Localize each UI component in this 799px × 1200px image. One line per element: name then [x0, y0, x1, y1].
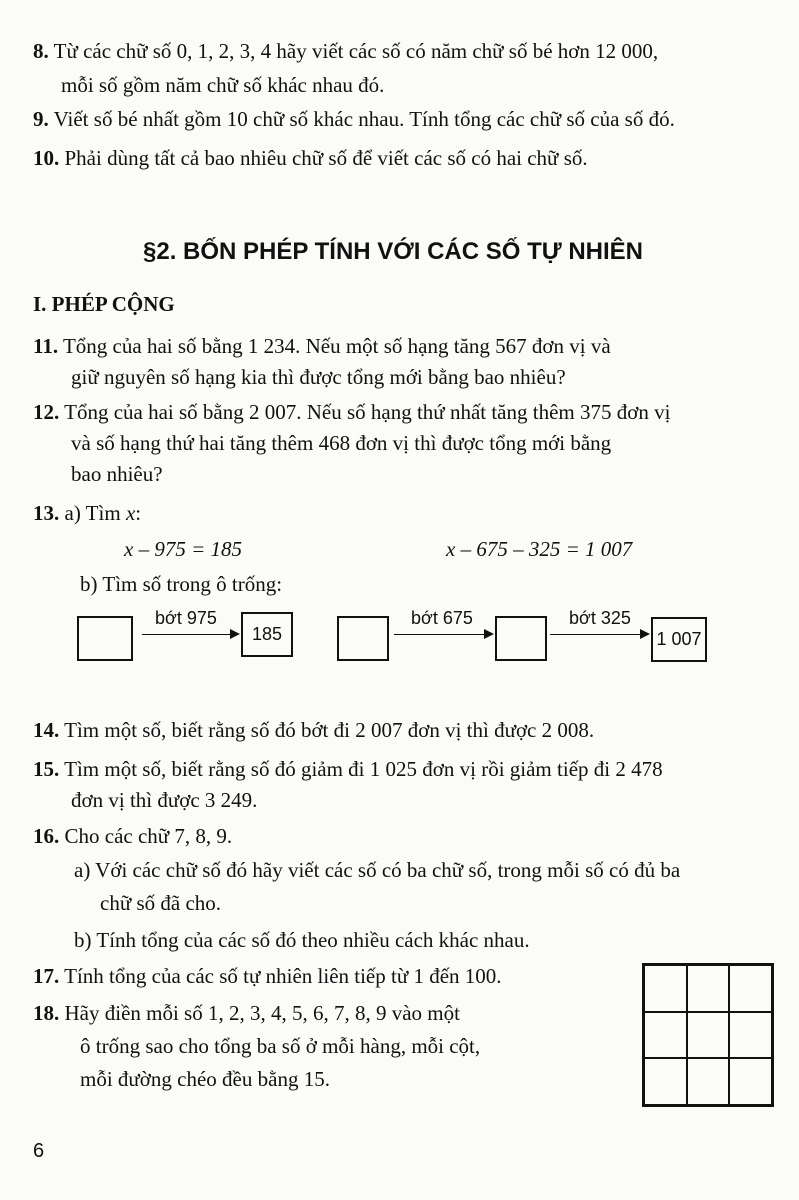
problem-12-line-2: và số hạng thứ hai tăng thêm 468 đơn vị thì được tổng mới bằng — [71, 431, 612, 455]
problem-13 — [33, 500, 141, 526]
problem-12-line-3: bao nhiêu? — [71, 462, 163, 486]
problem-12-line-1: Tổng của hai số bằng 2 007. Nếu số hạng thứ nhất tăng thêm 375 đơn vị — [64, 400, 671, 424]
answer-box-2[interactable] — [337, 616, 389, 661]
problem-16-number: 16. — [33, 824, 60, 848]
problem-13-b-label: b) Tìm số trong ô trống: — [80, 572, 283, 596]
problem-18-line-2: ô trống sao cho tổng ba số ở mỗi hàng, mỗi cột, — [80, 1034, 481, 1058]
problem-8 — [33, 38, 658, 64]
problem-15-line-2: đơn vị thì được 3 249. — [71, 788, 258, 812]
problem-9 — [33, 106, 675, 132]
grid-cell[interactable] — [644, 1058, 687, 1105]
problem-16-a-line-2: chữ số đã cho. — [100, 891, 222, 915]
problem-9-number: 9. — [33, 107, 49, 131]
diagram-2-label-1: bớt 675 — [411, 608, 473, 628]
page-number: 6 — [33, 1140, 45, 1162]
grid-cell[interactable] — [687, 965, 730, 1012]
answer-box-3[interactable] — [495, 616, 547, 661]
problem-11-number: 11. — [33, 334, 59, 358]
problem-17-text: Tính tổng của các số tự nhiên liên tiếp từ 1 đến 100. — [64, 964, 502, 988]
grid-cell[interactable] — [644, 965, 687, 1012]
diagram-2-result: 1 007 — [651, 617, 707, 662]
problem-10-number: 10. — [33, 146, 60, 170]
grid-cell[interactable] — [687, 1012, 730, 1059]
diagram-1-label: bớt 975 — [155, 608, 217, 628]
grid-cell[interactable] — [729, 1058, 772, 1105]
problem-11 — [33, 333, 611, 359]
problem-14-number: 14. — [33, 718, 60, 742]
problem-17-number: 17. — [33, 964, 60, 988]
problem-18 — [33, 1000, 460, 1026]
problem-18-line-3: mỗi đường chéo đều bằng 15. — [80, 1067, 330, 1091]
problem-8-line-2: mỗi số gồm năm chữ số khác nhau đó. — [61, 73, 385, 97]
problem-11-line-2: giữ nguyên số hạng kia thì được tổng mới bằng bao nhiêu? — [71, 365, 566, 389]
answer-box-1[interactable] — [77, 616, 133, 661]
equation-1: x – 975 = 185 — [124, 537, 242, 561]
problem-17 — [33, 963, 502, 989]
problem-12 — [33, 399, 670, 425]
problem-8-number: 8. — [33, 39, 49, 63]
problem-15-number: 15. — [33, 757, 60, 781]
diagram-2-arrow-1 — [394, 634, 492, 635]
problem-14-text: Tìm một số, biết rằng số đó bớt đi 2 007 đơn vị thì được 2 008. — [64, 718, 595, 742]
grid-cell[interactable] — [729, 1012, 772, 1059]
problem-15 — [33, 756, 663, 782]
problem-14 — [33, 717, 594, 743]
problem-10-text: Phải dùng tất cả bao nhiêu chữ số để viết các số có hai chữ số. — [64, 146, 588, 170]
equation-2: x – 675 – 325 = 1 007 — [446, 537, 633, 561]
problem-13-a-colon: : — [135, 501, 142, 525]
magic-square-grid — [642, 963, 774, 1107]
problem-13-a-prefix: a) Tìm — [64, 501, 121, 525]
problem-15-line-1: Tìm một số, biết rằng số đó giảm đi 1 025 đơn vị rồi giảm tiếp đi 2 478 — [64, 757, 663, 781]
section-title: §2. BỐN PHÉP TÍNH VỚI CÁC SỐ TỰ NHIÊN — [143, 238, 644, 265]
problem-18-number: 18. — [33, 1001, 60, 1025]
problem-16-a-line-1: a) Với các chữ số đó hãy viết các số có ba chữ số, trong mỗi số có đủ ba — [74, 858, 681, 882]
problem-16 — [33, 823, 232, 849]
grid-cell[interactable] — [644, 1012, 687, 1059]
diagram-1-result: 185 — [241, 612, 293, 657]
problem-11-line-1: Tổng của hai số bằng 1 234. Nếu một số hạng tăng 567 đơn vị và — [62, 334, 611, 358]
diagram-2-label-2: bớt 325 — [569, 608, 631, 628]
problem-16-text: Cho các chữ 7, 8, 9. — [64, 824, 233, 848]
problem-16-b: b) Tính tổng của các số đó theo nhiều cách khác nhau. — [74, 928, 530, 952]
problem-10 — [33, 145, 588, 171]
diagram-1-arrow — [142, 634, 238, 635]
problem-8-line-1: Từ các chữ số 0, 1, 2, 3, 4 hãy viết các số có năm chữ số bé hơn 12 000, — [53, 39, 659, 63]
grid-cell[interactable] — [729, 965, 772, 1012]
subsection-title: I. PHÉP CỘNG — [33, 292, 175, 316]
diagram-2-arrow-2 — [550, 634, 648, 635]
problem-18-line-1: Hãy điền mỗi số 1, 2, 3, 4, 5, 6, 7, 8, 9 vào một — [64, 1001, 460, 1025]
grid-cell[interactable] — [687, 1058, 730, 1105]
problem-12-number: 12. — [33, 400, 60, 424]
problem-9-text: Viết số bé nhất gồm 10 chữ số khác nhau. Tính tổng các chữ số của số đó. — [53, 107, 675, 131]
problem-13-a-var: x — [125, 501, 136, 525]
problem-13-number: 13. — [33, 501, 60, 525]
